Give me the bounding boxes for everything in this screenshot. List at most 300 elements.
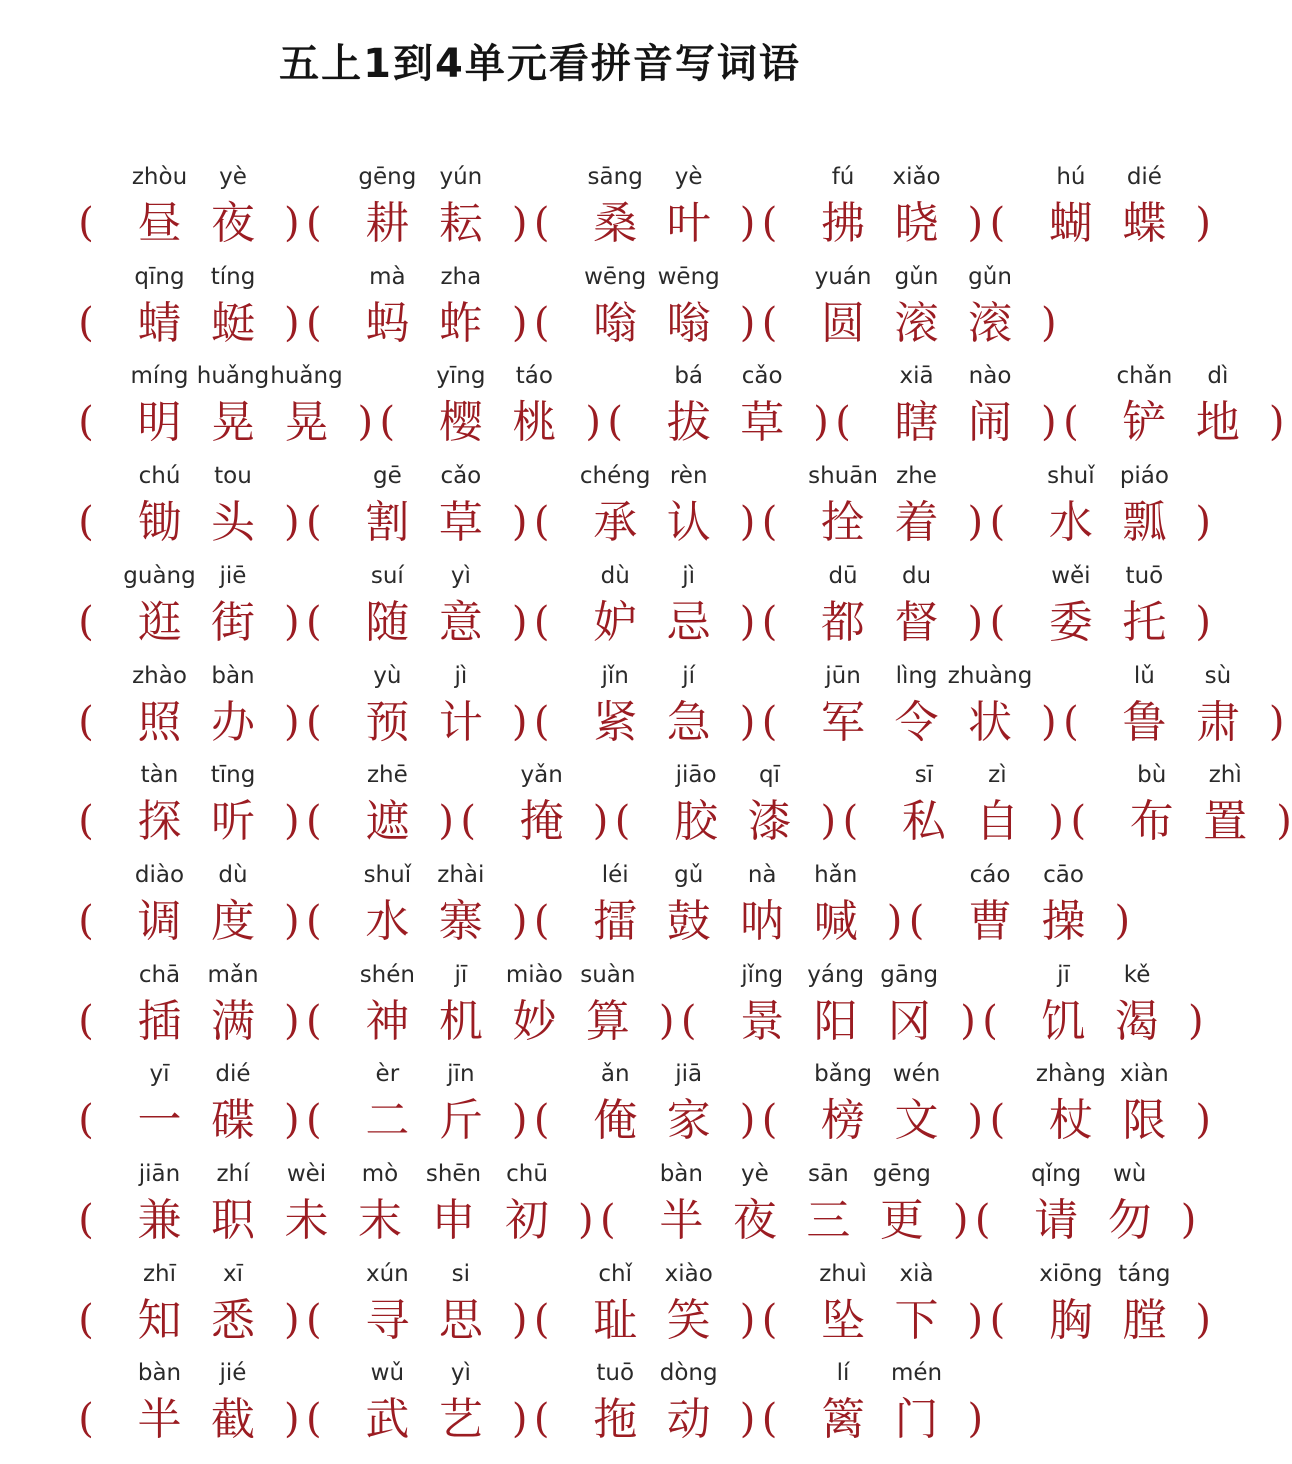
close-paren: ) bbox=[813, 399, 829, 446]
pinyin: rèn bbox=[669, 463, 708, 490]
open-paren: ( bbox=[78, 698, 94, 745]
hanzi: 机 bbox=[438, 995, 483, 1047]
pinyin: cǎo bbox=[440, 463, 482, 490]
pinyin: wén bbox=[892, 1061, 941, 1088]
pinyin: xiǎo bbox=[892, 164, 941, 190]
hanzi: 锄 bbox=[137, 497, 182, 549]
open-paren: ( bbox=[306, 598, 322, 645]
hanzi: 末 bbox=[358, 1195, 402, 1246]
pinyin: kě bbox=[1123, 961, 1151, 988]
pinyin: sù bbox=[1204, 662, 1232, 689]
close-paren: ) bbox=[1195, 499, 1211, 546]
open-paren: ( bbox=[761, 598, 778, 645]
hanzi: 俺 bbox=[593, 1095, 638, 1147]
pinyin: xiào bbox=[664, 1260, 713, 1287]
hanzi: 耘 bbox=[438, 198, 483, 249]
pinyin: yì bbox=[450, 1360, 471, 1387]
close-paren: ) bbox=[739, 698, 756, 745]
close-paren: ) bbox=[739, 1097, 756, 1144]
pinyin: du bbox=[901, 562, 932, 589]
close-paren: ) bbox=[438, 798, 454, 845]
pinyin: táng bbox=[1118, 1260, 1171, 1287]
close-paren: ) bbox=[1268, 399, 1285, 446]
hanzi: 圆 bbox=[821, 297, 866, 349]
hanzi: 晃 bbox=[284, 397, 329, 449]
close-paren: ) bbox=[1114, 897, 1131, 944]
pinyin: léi bbox=[601, 861, 629, 888]
hanzi: 度 bbox=[211, 895, 255, 947]
close-paren: ) bbox=[283, 200, 300, 246]
open-paren: ( bbox=[306, 1097, 322, 1144]
hanzi: 请 bbox=[1034, 1195, 1079, 1246]
pinyin: qīng bbox=[134, 263, 185, 290]
open-paren: ( bbox=[533, 698, 550, 745]
pinyin: suàn bbox=[580, 961, 636, 988]
hanzi: 榜 bbox=[821, 1095, 866, 1147]
hanzi: 申 bbox=[431, 1195, 476, 1246]
pinyin: bàn bbox=[659, 1161, 703, 1187]
hanzi: 忌 bbox=[666, 596, 711, 648]
hanzi: 掩 bbox=[519, 796, 564, 848]
hanzi: 门 bbox=[894, 1394, 939, 1446]
hanzi: 知 bbox=[137, 1294, 182, 1346]
close-paren: ) bbox=[283, 997, 300, 1044]
hanzi: 思 bbox=[438, 1294, 483, 1346]
close-paren: ) bbox=[592, 798, 609, 845]
word-row bbox=[0, 160, 1211, 260]
pinyin: wù bbox=[1112, 1161, 1147, 1187]
hanzi: 瓢 bbox=[1122, 497, 1167, 549]
pinyin: qǐng bbox=[1031, 1161, 1082, 1187]
pinyin: shuān bbox=[808, 463, 878, 490]
hanzi: 半 bbox=[659, 1195, 704, 1246]
pinyin: jūn bbox=[825, 662, 861, 689]
hanzi: 算 bbox=[585, 995, 630, 1047]
open-paren: ( bbox=[533, 499, 550, 546]
hanzi: 耻 bbox=[593, 1294, 638, 1346]
pinyin: cáo bbox=[969, 861, 1011, 888]
open-paren: ( bbox=[989, 1296, 1006, 1343]
hanzi: 漆 bbox=[747, 796, 792, 848]
open-paren: ( bbox=[78, 997, 94, 1044]
hanzi: 拖 bbox=[593, 1394, 638, 1446]
open-paren: ( bbox=[761, 499, 778, 546]
open-paren: ( bbox=[835, 399, 851, 446]
open-paren: ( bbox=[460, 798, 476, 845]
hanzi: 照 bbox=[137, 696, 182, 748]
open-paren: ( bbox=[1063, 698, 1079, 745]
close-paren: ) bbox=[1268, 698, 1285, 745]
word-row bbox=[0, 659, 1285, 759]
pinyin: jiē bbox=[219, 562, 247, 589]
pinyin: si bbox=[451, 1260, 471, 1287]
close-paren: ) bbox=[283, 798, 300, 845]
open-paren: ( bbox=[989, 200, 1006, 246]
hanzi: 水 bbox=[1048, 497, 1093, 549]
pinyin: yáng bbox=[807, 961, 865, 988]
pinyin: bàn bbox=[137, 1360, 182, 1387]
hanzi: 探 bbox=[137, 796, 182, 848]
open-paren: ( bbox=[533, 299, 550, 346]
pinyin: dū bbox=[828, 562, 858, 589]
pinyin: zhe bbox=[896, 463, 937, 490]
pinyin: lǔ bbox=[1133, 662, 1155, 689]
close-paren: ) bbox=[967, 200, 984, 246]
pinyin: shēn bbox=[425, 1161, 482, 1187]
pinyin: hú bbox=[1056, 164, 1086, 190]
pinyin: tuō bbox=[596, 1360, 635, 1387]
close-paren: ) bbox=[967, 1296, 984, 1343]
close-paren: ) bbox=[1188, 997, 1204, 1044]
pinyin: èr bbox=[375, 1061, 400, 1088]
pinyin: hǎn bbox=[814, 861, 858, 888]
hanzi: 地 bbox=[1195, 397, 1240, 449]
pinyin: bǎng bbox=[814, 1061, 872, 1088]
pinyin: xún bbox=[365, 1260, 409, 1287]
hanzi: 状 bbox=[968, 696, 1013, 748]
pinyin: shén bbox=[359, 961, 415, 988]
open-paren: ( bbox=[533, 897, 550, 944]
hanzi: 蚂 bbox=[365, 297, 410, 349]
pinyin: táo bbox=[515, 363, 553, 390]
hanzi: 兼 bbox=[137, 1195, 182, 1246]
close-paren: ) bbox=[511, 1296, 528, 1343]
pinyin: mà bbox=[369, 263, 406, 290]
pinyin: sāng bbox=[587, 164, 643, 190]
pinyin: xià bbox=[899, 1260, 934, 1287]
pinyin: yīng bbox=[436, 363, 486, 390]
open-paren: ( bbox=[761, 1097, 778, 1144]
open-paren: ( bbox=[908, 897, 925, 944]
hanzi: 晓 bbox=[894, 198, 939, 249]
pinyin: yè bbox=[219, 164, 247, 190]
close-paren: ) bbox=[283, 499, 300, 546]
open-paren: ( bbox=[533, 1097, 550, 1144]
open-paren: ( bbox=[989, 598, 1006, 645]
hanzi: 肃 bbox=[1195, 696, 1240, 748]
hanzi: 滚 bbox=[968, 297, 1013, 349]
hanzi: 胶 bbox=[674, 796, 719, 848]
hanzi: 插 bbox=[137, 995, 182, 1047]
hanzi: 置 bbox=[1203, 796, 1248, 848]
hanzi: 鲁 bbox=[1122, 696, 1167, 748]
pinyin: yī bbox=[149, 1061, 170, 1088]
hanzi: 篱 bbox=[821, 1394, 866, 1446]
close-paren: ) bbox=[1195, 1296, 1211, 1343]
pinyin: zì bbox=[988, 762, 1007, 789]
hanzi: 蜓 bbox=[211, 297, 255, 349]
pinyin: yù bbox=[373, 662, 402, 689]
close-paren: ) bbox=[511, 698, 528, 745]
close-paren: ) bbox=[1195, 1097, 1211, 1144]
pinyin: yuán bbox=[814, 263, 872, 290]
open-paren: ( bbox=[78, 299, 94, 346]
pinyin: wěi bbox=[1051, 562, 1091, 589]
hanzi: 寻 bbox=[365, 1294, 410, 1346]
hanzi: 呐 bbox=[740, 895, 785, 947]
pinyin: jīn bbox=[447, 1061, 475, 1088]
hanzi: 割 bbox=[365, 497, 410, 549]
hanzi: 耕 bbox=[365, 198, 410, 249]
pinyin: jī bbox=[454, 961, 468, 988]
pinyin: wēng bbox=[584, 263, 647, 290]
pinyin: lìng bbox=[895, 662, 938, 689]
close-paren: ) bbox=[967, 1396, 984, 1443]
hanzi: 拂 bbox=[821, 198, 866, 249]
word-row bbox=[0, 359, 1285, 459]
word-row bbox=[0, 559, 1211, 659]
hanzi: 铲 bbox=[1122, 397, 1167, 449]
close-paren: ) bbox=[960, 997, 976, 1044]
pinyin: chǐ bbox=[598, 1260, 632, 1287]
hanzi: 胸 bbox=[1048, 1294, 1093, 1346]
pinyin: chú bbox=[138, 463, 181, 490]
word-row bbox=[0, 1257, 1211, 1357]
open-paren: ( bbox=[306, 897, 322, 944]
close-paren: ) bbox=[1195, 598, 1211, 645]
open-paren: ( bbox=[78, 499, 94, 546]
close-paren: ) bbox=[283, 1396, 300, 1443]
hanzi: 蜻 bbox=[137, 297, 182, 349]
pinyin: mǎn bbox=[207, 961, 259, 988]
hanzi: 私 bbox=[901, 796, 946, 848]
close-paren: ) bbox=[283, 1097, 300, 1144]
hanzi: 草 bbox=[438, 497, 483, 549]
close-paren: ) bbox=[739, 200, 756, 246]
open-paren: ( bbox=[533, 1296, 550, 1343]
open-paren: ( bbox=[989, 499, 1006, 546]
open-paren: ( bbox=[533, 598, 550, 645]
open-paren: ( bbox=[78, 200, 94, 246]
open-paren: ( bbox=[533, 200, 550, 246]
close-paren: ) bbox=[658, 997, 675, 1044]
open-paren: ( bbox=[306, 1396, 322, 1443]
hanzi: 令 bbox=[894, 696, 939, 748]
hanzi: 水 bbox=[365, 895, 410, 947]
pinyin: zhī bbox=[142, 1260, 177, 1287]
open-paren: ( bbox=[614, 798, 631, 845]
word-row bbox=[0, 459, 1211, 559]
pinyin: mò bbox=[361, 1161, 399, 1187]
hanzi: 委 bbox=[1048, 596, 1093, 648]
hanzi: 闹 bbox=[968, 397, 1013, 449]
hanzi: 阳 bbox=[813, 995, 858, 1047]
pinyin: jiāo bbox=[675, 762, 717, 789]
page-title: 五上1到4单元看拼音写词语 bbox=[279, 41, 801, 87]
hanzi: 布 bbox=[1129, 796, 1174, 848]
hanzi: 悉 bbox=[211, 1294, 255, 1346]
close-paren: ) bbox=[952, 1197, 969, 1243]
pinyin: zhuì bbox=[819, 1260, 867, 1287]
hanzi: 督 bbox=[894, 596, 939, 648]
pinyin: zhí bbox=[216, 1161, 250, 1187]
pinyin: cǎo bbox=[741, 363, 783, 390]
pinyin: chū bbox=[506, 1161, 548, 1187]
pinyin: wēng bbox=[657, 263, 720, 290]
pinyin: yè bbox=[740, 1161, 769, 1187]
close-paren: ) bbox=[511, 299, 528, 346]
pinyin: dié bbox=[215, 1061, 251, 1088]
pinyin: shuǐ bbox=[363, 861, 412, 888]
hanzi: 神 bbox=[365, 995, 410, 1047]
hanzi: 三 bbox=[806, 1195, 851, 1246]
pinyin: gēng bbox=[872, 1161, 931, 1187]
close-paren: ) bbox=[1048, 798, 1064, 845]
hanzi: 渴 bbox=[1115, 995, 1160, 1047]
close-paren: ) bbox=[967, 1097, 984, 1144]
hanzi: 昼 bbox=[137, 198, 182, 249]
pinyin: bù bbox=[1137, 762, 1167, 789]
pinyin: bàn bbox=[211, 662, 255, 689]
pinyin: jiā bbox=[675, 1061, 703, 1088]
close-paren: ) bbox=[1195, 200, 1211, 246]
hanzi: 冈 bbox=[887, 995, 932, 1047]
hanzi: 喊 bbox=[813, 895, 858, 947]
hanzi: 蚱 bbox=[438, 297, 483, 349]
pinyin: dù bbox=[218, 861, 248, 888]
hanzi: 动 bbox=[666, 1394, 711, 1446]
close-paren: ) bbox=[511, 598, 528, 645]
hanzi: 职 bbox=[211, 1195, 255, 1246]
pinyin: sī bbox=[914, 762, 934, 789]
pinyin: zhào bbox=[132, 662, 187, 689]
close-paren: ) bbox=[820, 798, 837, 845]
pinyin: míng bbox=[130, 363, 189, 390]
pinyin: dòng bbox=[659, 1360, 718, 1387]
hanzi: 嗡 bbox=[666, 297, 711, 349]
word-row bbox=[0, 1356, 1080, 1456]
close-paren: ) bbox=[585, 399, 601, 446]
pinyin: jǐn bbox=[601, 662, 629, 689]
hanzi: 夜 bbox=[732, 1195, 777, 1246]
pinyin: xiàn bbox=[1120, 1061, 1169, 1088]
pinyin: xiōng bbox=[1039, 1260, 1103, 1287]
open-paren: ( bbox=[761, 299, 778, 346]
open-paren: ( bbox=[78, 897, 94, 944]
hanzi: 明 bbox=[137, 397, 182, 449]
close-paren: ) bbox=[886, 897, 903, 944]
hanzi: 膛 bbox=[1122, 1294, 1167, 1346]
hanzi: 一 bbox=[137, 1095, 182, 1147]
pinyin: dù bbox=[600, 562, 630, 589]
hanzi: 未 bbox=[284, 1195, 329, 1246]
hanzi: 紧 bbox=[593, 696, 638, 748]
hanzi: 妙 bbox=[512, 995, 557, 1047]
hanzi: 承 bbox=[593, 497, 638, 549]
hanzi: 鼓 bbox=[666, 895, 711, 947]
close-paren: ) bbox=[511, 1097, 528, 1144]
hanzi: 听 bbox=[211, 796, 255, 848]
close-paren: ) bbox=[1041, 399, 1057, 446]
pinyin: nà bbox=[747, 861, 777, 888]
pinyin: tuō bbox=[1125, 562, 1164, 589]
pinyin: gāng bbox=[880, 961, 939, 988]
hanzi: 拴 bbox=[821, 497, 866, 549]
hanzi: 着 bbox=[894, 497, 939, 549]
close-paren: ) bbox=[739, 499, 756, 546]
pinyin: gǔn bbox=[894, 263, 939, 290]
hanzi: 意 bbox=[438, 596, 483, 648]
open-paren: ( bbox=[974, 1197, 991, 1243]
pinyin: shuǐ bbox=[1047, 463, 1095, 490]
pinyin: guàng bbox=[123, 562, 196, 589]
hanzi: 急 bbox=[666, 696, 711, 748]
pinyin: piáo bbox=[1119, 463, 1169, 490]
hanzi: 斤 bbox=[438, 1095, 483, 1147]
hanzi: 截 bbox=[211, 1394, 255, 1446]
pinyin: jí bbox=[682, 662, 696, 689]
pinyin: wèi bbox=[286, 1161, 327, 1187]
close-paren: ) bbox=[283, 598, 300, 645]
pinyin: nào bbox=[968, 363, 1012, 390]
open-paren: ( bbox=[607, 399, 623, 446]
hanzi: 拔 bbox=[666, 397, 711, 449]
close-paren: ) bbox=[511, 1396, 528, 1443]
pinyin: qī bbox=[759, 762, 781, 789]
close-paren: ) bbox=[739, 299, 756, 346]
pinyin: bá bbox=[674, 363, 704, 390]
open-paren: ( bbox=[761, 1396, 778, 1443]
pinyin: dié bbox=[1126, 164, 1162, 190]
hanzi: 初 bbox=[505, 1195, 549, 1246]
hanzi: 樱 bbox=[438, 397, 483, 449]
pinyin: gǔ bbox=[674, 861, 704, 888]
open-paren: ( bbox=[78, 1396, 94, 1443]
open-paren: ( bbox=[761, 698, 778, 745]
open-paren: ( bbox=[78, 798, 94, 845]
pinyin: zha bbox=[440, 263, 482, 290]
word-row bbox=[0, 858, 1131, 958]
hanzi: 预 bbox=[365, 696, 410, 748]
close-paren: ) bbox=[739, 1296, 756, 1343]
pinyin: cāo bbox=[1043, 861, 1084, 888]
hanzi: 擂 bbox=[593, 895, 638, 947]
open-paren: ( bbox=[78, 1197, 94, 1243]
open-paren: ( bbox=[600, 1197, 616, 1243]
word-row bbox=[0, 1157, 1197, 1257]
pinyin: zhì bbox=[1208, 762, 1242, 789]
close-paren: ) bbox=[511, 499, 528, 546]
pinyin: chǎn bbox=[1116, 363, 1173, 390]
hanzi: 景 bbox=[740, 995, 785, 1047]
hanzi: 限 bbox=[1122, 1095, 1167, 1147]
pinyin: mén bbox=[890, 1360, 943, 1387]
open-paren: ( bbox=[761, 200, 778, 246]
open-paren: ( bbox=[306, 997, 322, 1044]
pinyin: tīng bbox=[210, 762, 256, 789]
word-row bbox=[0, 260, 1080, 360]
pinyin: gēng bbox=[358, 164, 417, 190]
hanzi: 随 bbox=[365, 596, 410, 648]
pinyin: tou bbox=[214, 463, 252, 490]
open-paren: ( bbox=[306, 499, 322, 546]
pinyin: jī bbox=[1057, 961, 1070, 988]
pinyin: tíng bbox=[210, 263, 256, 290]
pinyin: wǔ bbox=[370, 1360, 405, 1387]
close-paren: ) bbox=[283, 698, 300, 745]
pinyin: miào bbox=[505, 961, 563, 988]
hanzi: 蝴 bbox=[1048, 198, 1093, 249]
hanzi: 寨 bbox=[438, 895, 483, 947]
hanzi: 家 bbox=[666, 1095, 711, 1147]
pinyin: gē bbox=[372, 463, 402, 490]
open-paren: ( bbox=[306, 798, 322, 845]
open-paren: ( bbox=[379, 399, 396, 446]
pinyin: huǎng bbox=[270, 363, 343, 390]
close-paren: ) bbox=[967, 598, 984, 645]
open-paren: ( bbox=[78, 1097, 94, 1144]
word-row bbox=[0, 1057, 1211, 1157]
